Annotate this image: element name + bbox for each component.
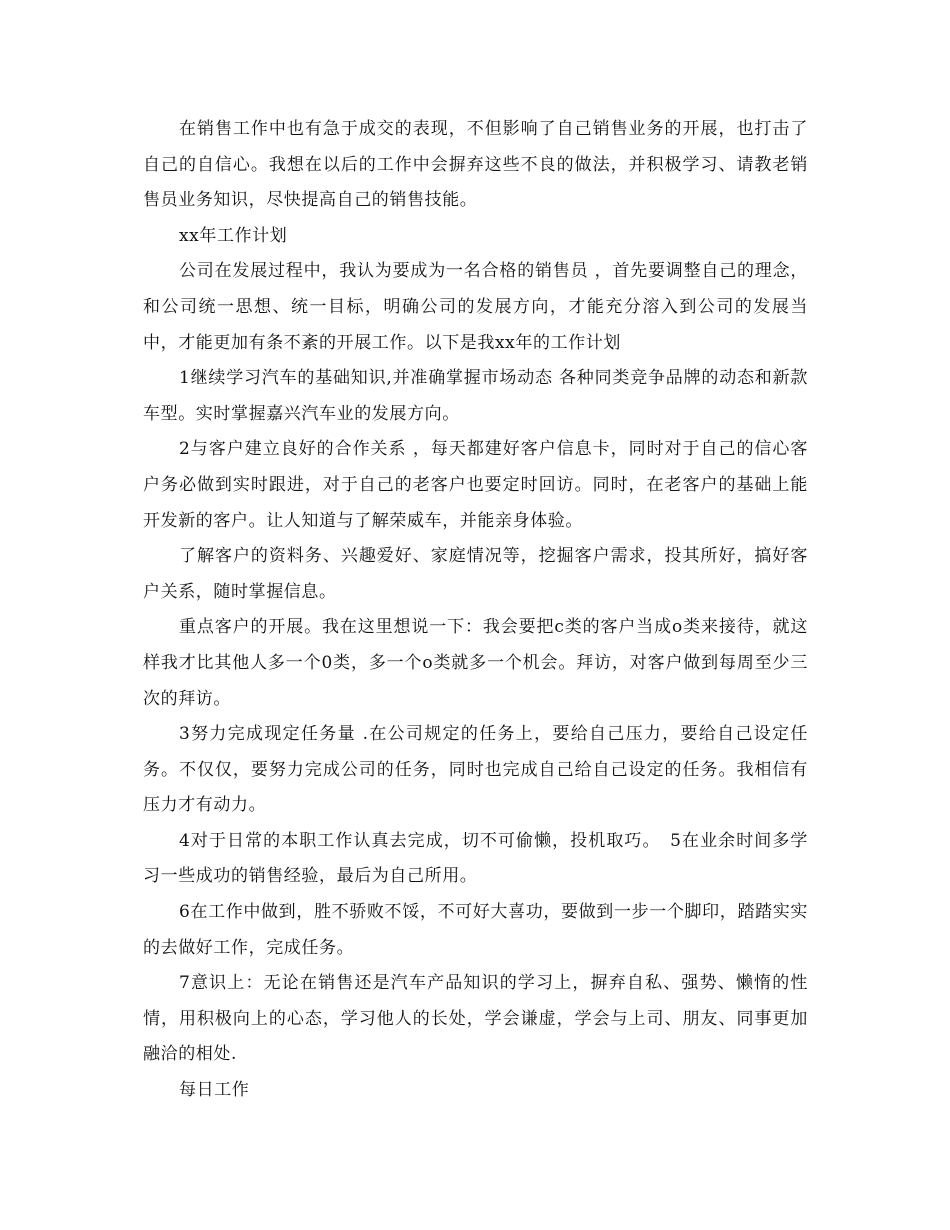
paragraph-item-3: 3努力完成现定任务量 .在公司规定的任务上，要给自己压力，要给自己设定任务。不仅仅，要努力完成公司的任务，同时也完成自己给自己设定的任务。我相信有压力才有动力。 xyxy=(143,724,808,816)
heading-daily-work: 每日工作 xyxy=(179,1080,250,1101)
paragraph-customer-info: 了解客户的资料务、兴趣爱好、家庭情况等，挖掘客户需求，投其所好，搞好客户关系，随时掌握信息。 xyxy=(143,546,808,602)
document-body xyxy=(143,112,808,1109)
paragraph-company-development: 公司在发展过程中，我认为要成为一名合格的销售员 ，首先要调整自己的理念，和公司统一思想、统一目标，明确公司的发展方向，才能充分溶入到公司的发展当中，才能更加有条不紊的开展工作。以下是我xx年的工作计划 xyxy=(143,261,808,353)
paragraph-item-7: 7意识上：无论在销售还是汽车产品知识的学习上，摒弃自私、强势、懒惰的性情，用积极向上的心态，学习他人的长处，学会谦虚，学会与上司、朋友、同事更加融洽的相处. xyxy=(143,973,808,1065)
paragraph-sales-reflection: 在销售工作中也有急于成交的表现，不但影响了自己销售业务的开展，也打击了自己的自信心。我想在以后的工作中会摒弃这些不良的做法，并积极学习、请教老销售员业务知识，尽快提高自己的销售技能。 xyxy=(143,119,808,211)
paragraph-item-2: 2与客户建立良好的合作关系 ，每天都建好客户信息卡，同时对于自己的信心客户务必做到实时跟进，对于自己的老客户也要定时回访。同时，在老客户的基础上能开发新的客户。让人知道与了解荣威车，并能亲身体验。 xyxy=(143,439,808,531)
heading-work-plan: xx年工作计划 xyxy=(179,225,288,246)
paragraph-item-6: 6在工作中做到，胜不骄败不馁，不可好大喜功，要做到一步一个脚印，踏踏实实的去做好工作，完成任务。 xyxy=(143,902,808,958)
paragraph-item-1: 1继续学习汽车的基础知识,并准确掌握市场动态 各种同类竞争品牌的动态和新款车型。实时掌握嘉兴汽车业的发展方向。 xyxy=(143,368,808,424)
paragraph-item-4-5: 4对于日常的本职工作认真去完成，切不可偷懒，投机取巧。 5在业余时间多学习一些成功的销售经验，最后为自己所用。 xyxy=(143,830,808,887)
paragraph-key-customers: 重点客户的开展。我在这里想说一下：我会要把c类的客户当成o类来接待，就这样我才比其他人多一个0类，多一个o类就多一个机会。拜访，对客户做到每周至少三次的拜访。 xyxy=(143,617,808,709)
